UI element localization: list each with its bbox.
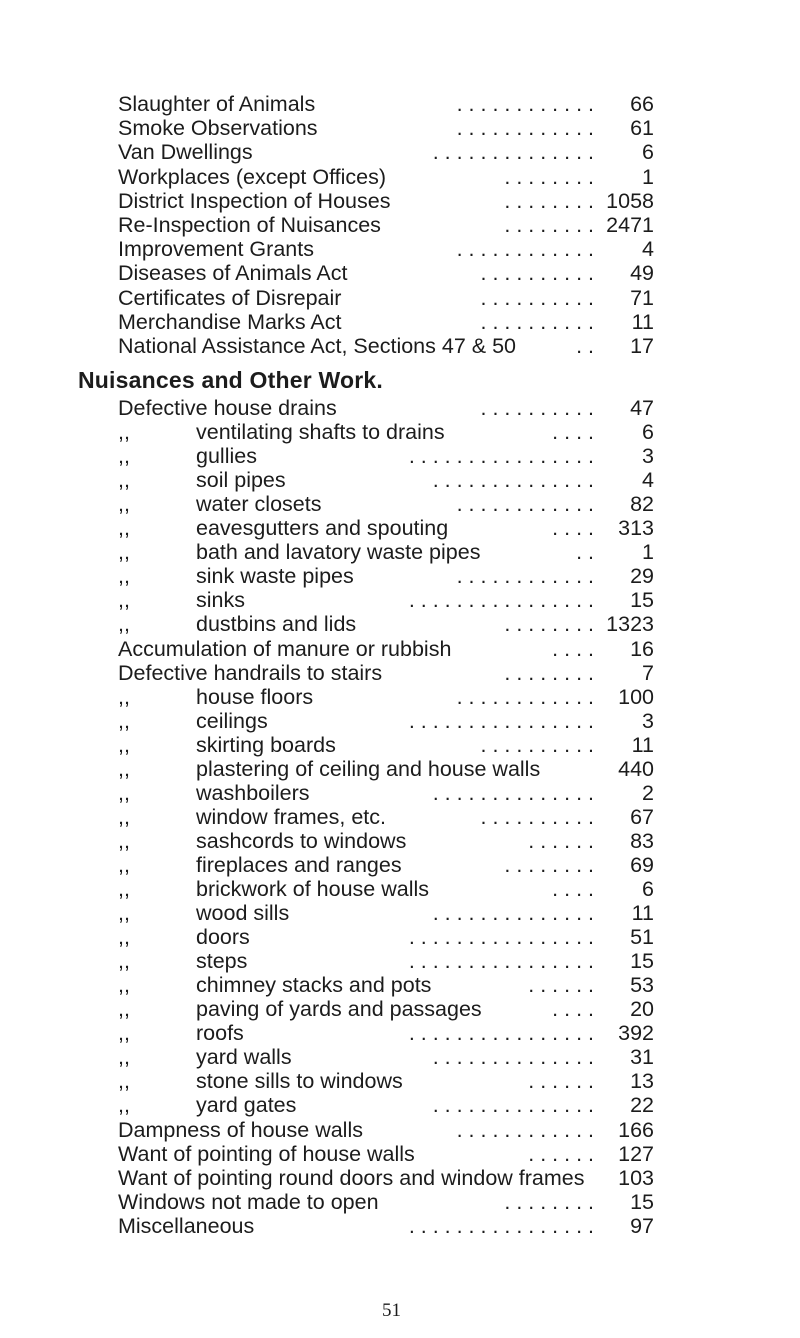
ditto-mark: ,, <box>118 1093 130 1118</box>
item-label: roofs <box>196 1021 244 1046</box>
item-label: Windows not made to open <box>118 1189 379 1214</box>
item-label: Workplaces (except Offices) <box>118 164 387 189</box>
item-value: 6 <box>642 420 654 445</box>
leader-dots: . . . . . . . . . . . . <box>456 116 594 141</box>
leader-dots: . . . . . . . . . . <box>480 732 594 757</box>
item-value: 3 <box>642 708 654 733</box>
leader-dots: . . . . . . . . . . . . . . <box>432 1045 594 1070</box>
leader-dots: . . . . <box>552 636 594 661</box>
ditto-mark: ,, <box>118 877 130 901</box>
leader-dots: . . . . . . <box>528 973 594 998</box>
item-label: Slaughter of Animals <box>118 92 316 116</box>
ditto-mark: ,, <box>118 949 130 974</box>
leader-dots: . . . . . . . . . . <box>480 285 594 310</box>
item-value: 17 <box>630 334 654 358</box>
leader-dots: . . . . . . . . . . . . <box>456 492 594 517</box>
item-label: Diseases of Animals Act <box>118 261 348 286</box>
item-value: 3 <box>642 444 654 469</box>
item-label: water closets <box>196 492 322 517</box>
ditto-mark: ,, <box>118 852 130 877</box>
item-value: 22 <box>630 1093 654 1118</box>
leader-dots: . . . . . . . . . . . . <box>456 684 594 709</box>
leader-dots: . . . . . . . . . . . . . . . . <box>408 588 594 613</box>
leader-dots: . . . . . . . . <box>504 1189 594 1214</box>
item-label: Want of pointing of house walls <box>118 1141 415 1166</box>
item-label: Accumulation of manure or rubbish <box>118 636 452 661</box>
item-value: 103 <box>618 1165 654 1190</box>
item-value: 4 <box>642 237 654 262</box>
ditto-mark: ,, <box>118 997 130 1022</box>
item-value: 97 <box>630 1213 654 1238</box>
item-label: sink waste pipes <box>196 564 354 589</box>
item-label: Certificates of Disrepair <box>118 285 342 310</box>
ditto-mark: ,, <box>118 1069 130 1094</box>
leader-dots: . . . . . . . . <box>504 213 594 237</box>
item-value: 49 <box>630 261 654 286</box>
item-label: Dampness of house walls <box>118 1117 363 1142</box>
ditto-mark: ,, <box>118 901 130 926</box>
ditto-mark: ,, <box>118 708 130 733</box>
item-value: 392 <box>618 1021 654 1046</box>
ditto-mark: ,, <box>118 540 130 565</box>
item-value: 82 <box>630 492 654 517</box>
leader-dots: . . . . . . . . . . . . . . . . <box>408 708 594 733</box>
ditto-mark: ,, <box>118 564 130 589</box>
leader-dots: . . . . . . . . <box>504 660 594 685</box>
leader-dots: . . . . . . . . . . . . . . . . <box>408 1213 594 1238</box>
leader-dots: . . . . . . . . . . . . . . <box>432 1093 594 1118</box>
item-value: 6 <box>642 140 654 165</box>
item-value: 4 <box>642 468 654 493</box>
ditto-mark: ,, <box>118 444 130 469</box>
item-label: wood sills <box>196 901 290 926</box>
list-item <box>118 332 654 360</box>
item-value: 13 <box>630 1069 654 1094</box>
item-label: National Assistance Act, Sections 47 & 50 <box>118 334 516 358</box>
item-value: 1 <box>642 540 654 565</box>
item-label: Improvement Grants <box>118 237 314 262</box>
ditto-mark: ,, <box>118 492 130 517</box>
item-value: 100 <box>618 684 654 709</box>
item-label: doors <box>196 925 250 950</box>
item-value: 7 <box>642 660 654 685</box>
ditto-mark: ,, <box>118 925 130 950</box>
item-label: chimney stacks and pots <box>196 973 432 998</box>
leader-dots: . . . . . . . . . . . . . . <box>432 140 594 165</box>
item-label: eavesgutters and spouting <box>196 516 449 541</box>
leader-dots: . . . . . . . . <box>504 852 594 877</box>
item-value: 1058 <box>606 188 654 213</box>
leader-dots: . . <box>576 540 594 565</box>
item-label: Defective handrails to stairs <box>118 660 383 685</box>
item-value: 166 <box>618 1117 654 1142</box>
item-label: house floors <box>196 684 314 709</box>
item-label: Re-Inspection of Nuisances <box>118 213 381 237</box>
item-value: 11 <box>631 309 654 334</box>
leader-dots: . . . . . . . . . . . . . . <box>432 468 594 493</box>
leader-dots: . . . . . . . . . . . . . . . . <box>408 1021 594 1046</box>
item-label: gullies <box>196 444 257 469</box>
item-value: 61 <box>630 116 654 141</box>
leader-dots: . . . . . . <box>528 1069 594 1094</box>
item-label: soil pipes <box>196 468 286 493</box>
leader-dots: . . . . . . . . . . . . . . . . <box>408 949 594 974</box>
ditto-mark: ,, <box>118 1021 130 1046</box>
item-value: 2471 <box>606 213 654 237</box>
item-label: brickwork of house walls <box>196 877 430 901</box>
ditto-mark: ,, <box>118 780 130 805</box>
item-value: 51 <box>630 925 654 950</box>
ditto-mark: ,, <box>118 756 130 781</box>
ditto-mark: ,, <box>118 420 130 445</box>
item-value: 1323 <box>606 612 654 637</box>
leader-dots: . . . . . . . . . . <box>480 309 594 334</box>
ditto-mark: ,, <box>118 973 130 998</box>
item-label: ceilings <box>196 708 268 733</box>
leader-dots: . . . . . . . . . . <box>480 261 594 286</box>
item-label: Van Dwellings <box>118 140 253 165</box>
leader-dots: . . . . . . . . . . <box>480 396 594 420</box>
item-label: Defective house drains <box>118 396 337 420</box>
item-value: 83 <box>630 828 654 853</box>
leader-dots: . . . . . . . . <box>504 188 594 213</box>
leader-dots: . . . . . . . . . . . . <box>456 92 594 116</box>
item-label: yard gates <box>196 1093 297 1118</box>
item-value: 440 <box>618 756 654 781</box>
leader-dots: . . . . . . <box>528 828 594 853</box>
ditto-mark: ,, <box>118 588 130 613</box>
item-label: fireplaces and ranges <box>196 852 402 877</box>
leader-dots: . . . . <box>552 420 594 445</box>
item-label: stone sills to windows <box>196 1069 403 1094</box>
item-label: sashcords to windows <box>196 828 407 853</box>
item-value: 16 <box>630 636 654 661</box>
item-label: washboilers <box>196 780 310 805</box>
item-value: 67 <box>630 804 654 829</box>
item-label: paving of yards and passages <box>196 997 482 1022</box>
item-value: 11 <box>631 732 654 757</box>
item-value: 47 <box>630 396 654 420</box>
item-value: 2 <box>642 780 654 805</box>
item-value: 127 <box>618 1141 654 1166</box>
item-value: 11 <box>631 901 654 926</box>
ditto-mark: ,, <box>118 732 130 757</box>
item-label: yard walls <box>196 1045 292 1070</box>
item-value: 71 <box>630 285 654 310</box>
item-label: Smoke Observations <box>118 116 318 141</box>
leader-dots: . . . . . . . . . . . . . . . . <box>408 925 594 950</box>
ditto-mark: ,, <box>118 468 130 493</box>
leader-dots: . . . . . . . . . . . . <box>456 564 594 589</box>
item-label: ventilating shafts to drains <box>196 420 445 445</box>
ditto-mark: ,, <box>118 612 130 637</box>
item-label: Want of pointing round doors and window frames <box>118 1165 585 1190</box>
leader-dots: . . . . . . . . . . . . <box>456 1117 594 1142</box>
item-value: 15 <box>630 588 654 613</box>
leader-dots: . . . . . . . . <box>504 612 594 637</box>
item-value: 15 <box>630 1189 654 1214</box>
item-label: plastering of ceiling and house walls <box>196 756 541 781</box>
ditto-mark: ,, <box>118 684 130 709</box>
leader-dots: . . . . . . . . . . . . <box>456 237 594 262</box>
leader-dots: . . . . . . . . . . . . . . <box>432 901 594 926</box>
item-label: Merchandise Marks Act <box>118 309 342 334</box>
item-label: bath and lavatory waste pipes <box>196 540 481 565</box>
item-value: 1 <box>642 164 654 189</box>
ditto-mark: ,, <box>118 828 130 853</box>
item-label: window frames, etc. <box>196 804 386 829</box>
item-value: 53 <box>630 973 654 998</box>
ditto-mark: ,, <box>118 516 130 541</box>
item-label: skirting boards <box>196 732 336 757</box>
leader-dots: . . . . <box>552 997 594 1022</box>
section-heading: Nuisances and Other Work. <box>78 367 383 393</box>
list-item <box>118 1212 654 1240</box>
item-value: 6 <box>642 877 654 901</box>
item-value: 31 <box>630 1045 654 1070</box>
item-label: dustbins and lids <box>196 612 357 637</box>
item-value: 20 <box>630 997 654 1022</box>
page-number: 51 <box>382 1300 401 1321</box>
ditto-mark: ,, <box>118 804 130 829</box>
item-value: 69 <box>630 852 654 877</box>
ditto-mark: ,, <box>118 1045 130 1070</box>
leader-dots: . . . . . . . . <box>504 164 594 189</box>
item-label: Miscellaneous <box>118 1213 255 1238</box>
item-value: 66 <box>630 92 654 116</box>
item-label: District Inspection of Houses <box>118 188 391 213</box>
item-label: steps <box>196 949 248 974</box>
item-label: sinks <box>196 588 245 613</box>
leader-dots: . . . . <box>552 877 594 901</box>
item-value: 313 <box>618 516 654 541</box>
leader-dots: . . <box>576 334 594 358</box>
item-value: 29 <box>630 564 654 589</box>
leader-dots: . . . . . . . . . . <box>480 804 594 829</box>
leader-dots: . . . . . . . . . . . . . . <box>432 780 594 805</box>
item-value: 15 <box>630 949 654 974</box>
leader-dots: . . . . . . <box>528 1141 594 1166</box>
leader-dots: . . . . <box>552 516 594 541</box>
leader-dots: . . . . . . . . . . . . . . . . <box>408 444 594 469</box>
